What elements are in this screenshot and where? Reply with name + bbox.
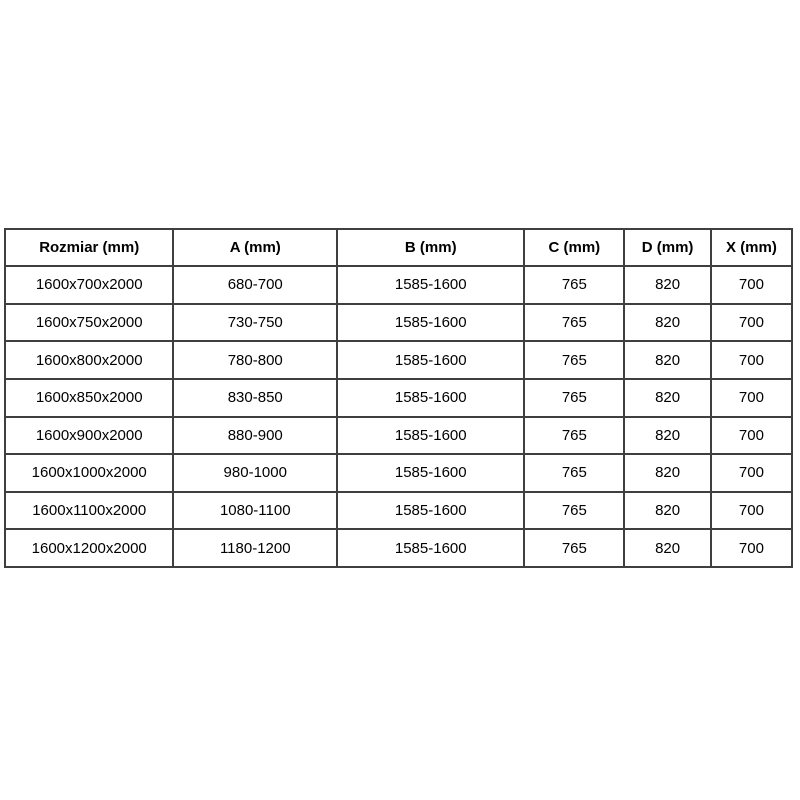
table-cell-b: 1585-1600 — [337, 529, 524, 567]
table-cell-a: 780-800 — [173, 341, 337, 379]
table-cell-c: 765 — [524, 492, 624, 530]
table-cell-c: 765 — [524, 529, 624, 567]
table-cell-d: 820 — [624, 454, 711, 492]
table-cell-c: 765 — [524, 379, 624, 417]
header-cell-c: C (mm) — [524, 229, 624, 266]
table-cell-c: 765 — [524, 341, 624, 379]
table-row — [5, 379, 792, 417]
table-cell-c: 765 — [524, 454, 624, 492]
table-cell-x: 700 — [711, 266, 792, 304]
table-cell-rozmiar: 1600x1100x2000 — [5, 492, 173, 530]
header-cell-a: A (mm) — [173, 229, 337, 266]
header-cell-b: B (mm) — [337, 229, 524, 266]
table-header-row — [5, 229, 792, 266]
table-body — [5, 266, 792, 567]
table-row — [5, 304, 792, 342]
table-cell-a: 1180-1200 — [173, 529, 337, 567]
table-cell-x: 700 — [711, 341, 792, 379]
table-cell-x: 700 — [711, 304, 792, 342]
table-cell-d: 820 — [624, 417, 711, 455]
table-cell-d: 820 — [624, 529, 711, 567]
table-row — [5, 529, 792, 567]
header-cell-d: D (mm) — [624, 229, 711, 266]
table-cell-rozmiar: 1600x850x2000 — [5, 379, 173, 417]
table-cell-a: 830-850 — [173, 379, 337, 417]
table-cell-b: 1585-1600 — [337, 341, 524, 379]
table-cell-x: 700 — [711, 454, 792, 492]
table-cell-rozmiar: 1600x750x2000 — [5, 304, 173, 342]
table-cell-x: 700 — [711, 417, 792, 455]
table-cell-d: 820 — [624, 379, 711, 417]
table-cell-x: 700 — [711, 379, 792, 417]
table-cell-a: 880-900 — [173, 417, 337, 455]
table-row — [5, 454, 792, 492]
size-dimensions-table — [4, 228, 793, 568]
table-cell-b: 1585-1600 — [337, 379, 524, 417]
table-cell-b: 1585-1600 — [337, 304, 524, 342]
table-cell-rozmiar: 1600x900x2000 — [5, 417, 173, 455]
table-cell-b: 1585-1600 — [337, 266, 524, 304]
table-cell-rozmiar: 1600x800x2000 — [5, 341, 173, 379]
table-cell-x: 700 — [711, 492, 792, 530]
header-cell-x: X (mm) — [711, 229, 792, 266]
table-cell-rozmiar: 1600x1000x2000 — [5, 454, 173, 492]
table-cell-d: 820 — [624, 492, 711, 530]
table-row — [5, 417, 792, 455]
table-row — [5, 341, 792, 379]
table-cell-c: 765 — [524, 266, 624, 304]
table-cell-b: 1585-1600 — [337, 454, 524, 492]
table-cell-a: 1080-1100 — [173, 492, 337, 530]
table-cell-a: 980-1000 — [173, 454, 337, 492]
table-cell-d: 820 — [624, 266, 711, 304]
table-row — [5, 266, 792, 304]
table-cell-a: 680-700 — [173, 266, 337, 304]
table-cell-rozmiar: 1600x700x2000 — [5, 266, 173, 304]
table-cell-rozmiar: 1600x1200x2000 — [5, 529, 173, 567]
table-cell-c: 765 — [524, 304, 624, 342]
table-cell-a: 730-750 — [173, 304, 337, 342]
table-cell-x: 700 — [711, 529, 792, 567]
header-cell-rozmiar: Rozmiar (mm) — [5, 229, 173, 266]
table-cell-b: 1585-1600 — [337, 417, 524, 455]
table-cell-d: 820 — [624, 304, 711, 342]
table-row — [5, 492, 792, 530]
table-cell-c: 765 — [524, 417, 624, 455]
table-cell-b: 1585-1600 — [337, 492, 524, 530]
table-cell-d: 820 — [624, 341, 711, 379]
